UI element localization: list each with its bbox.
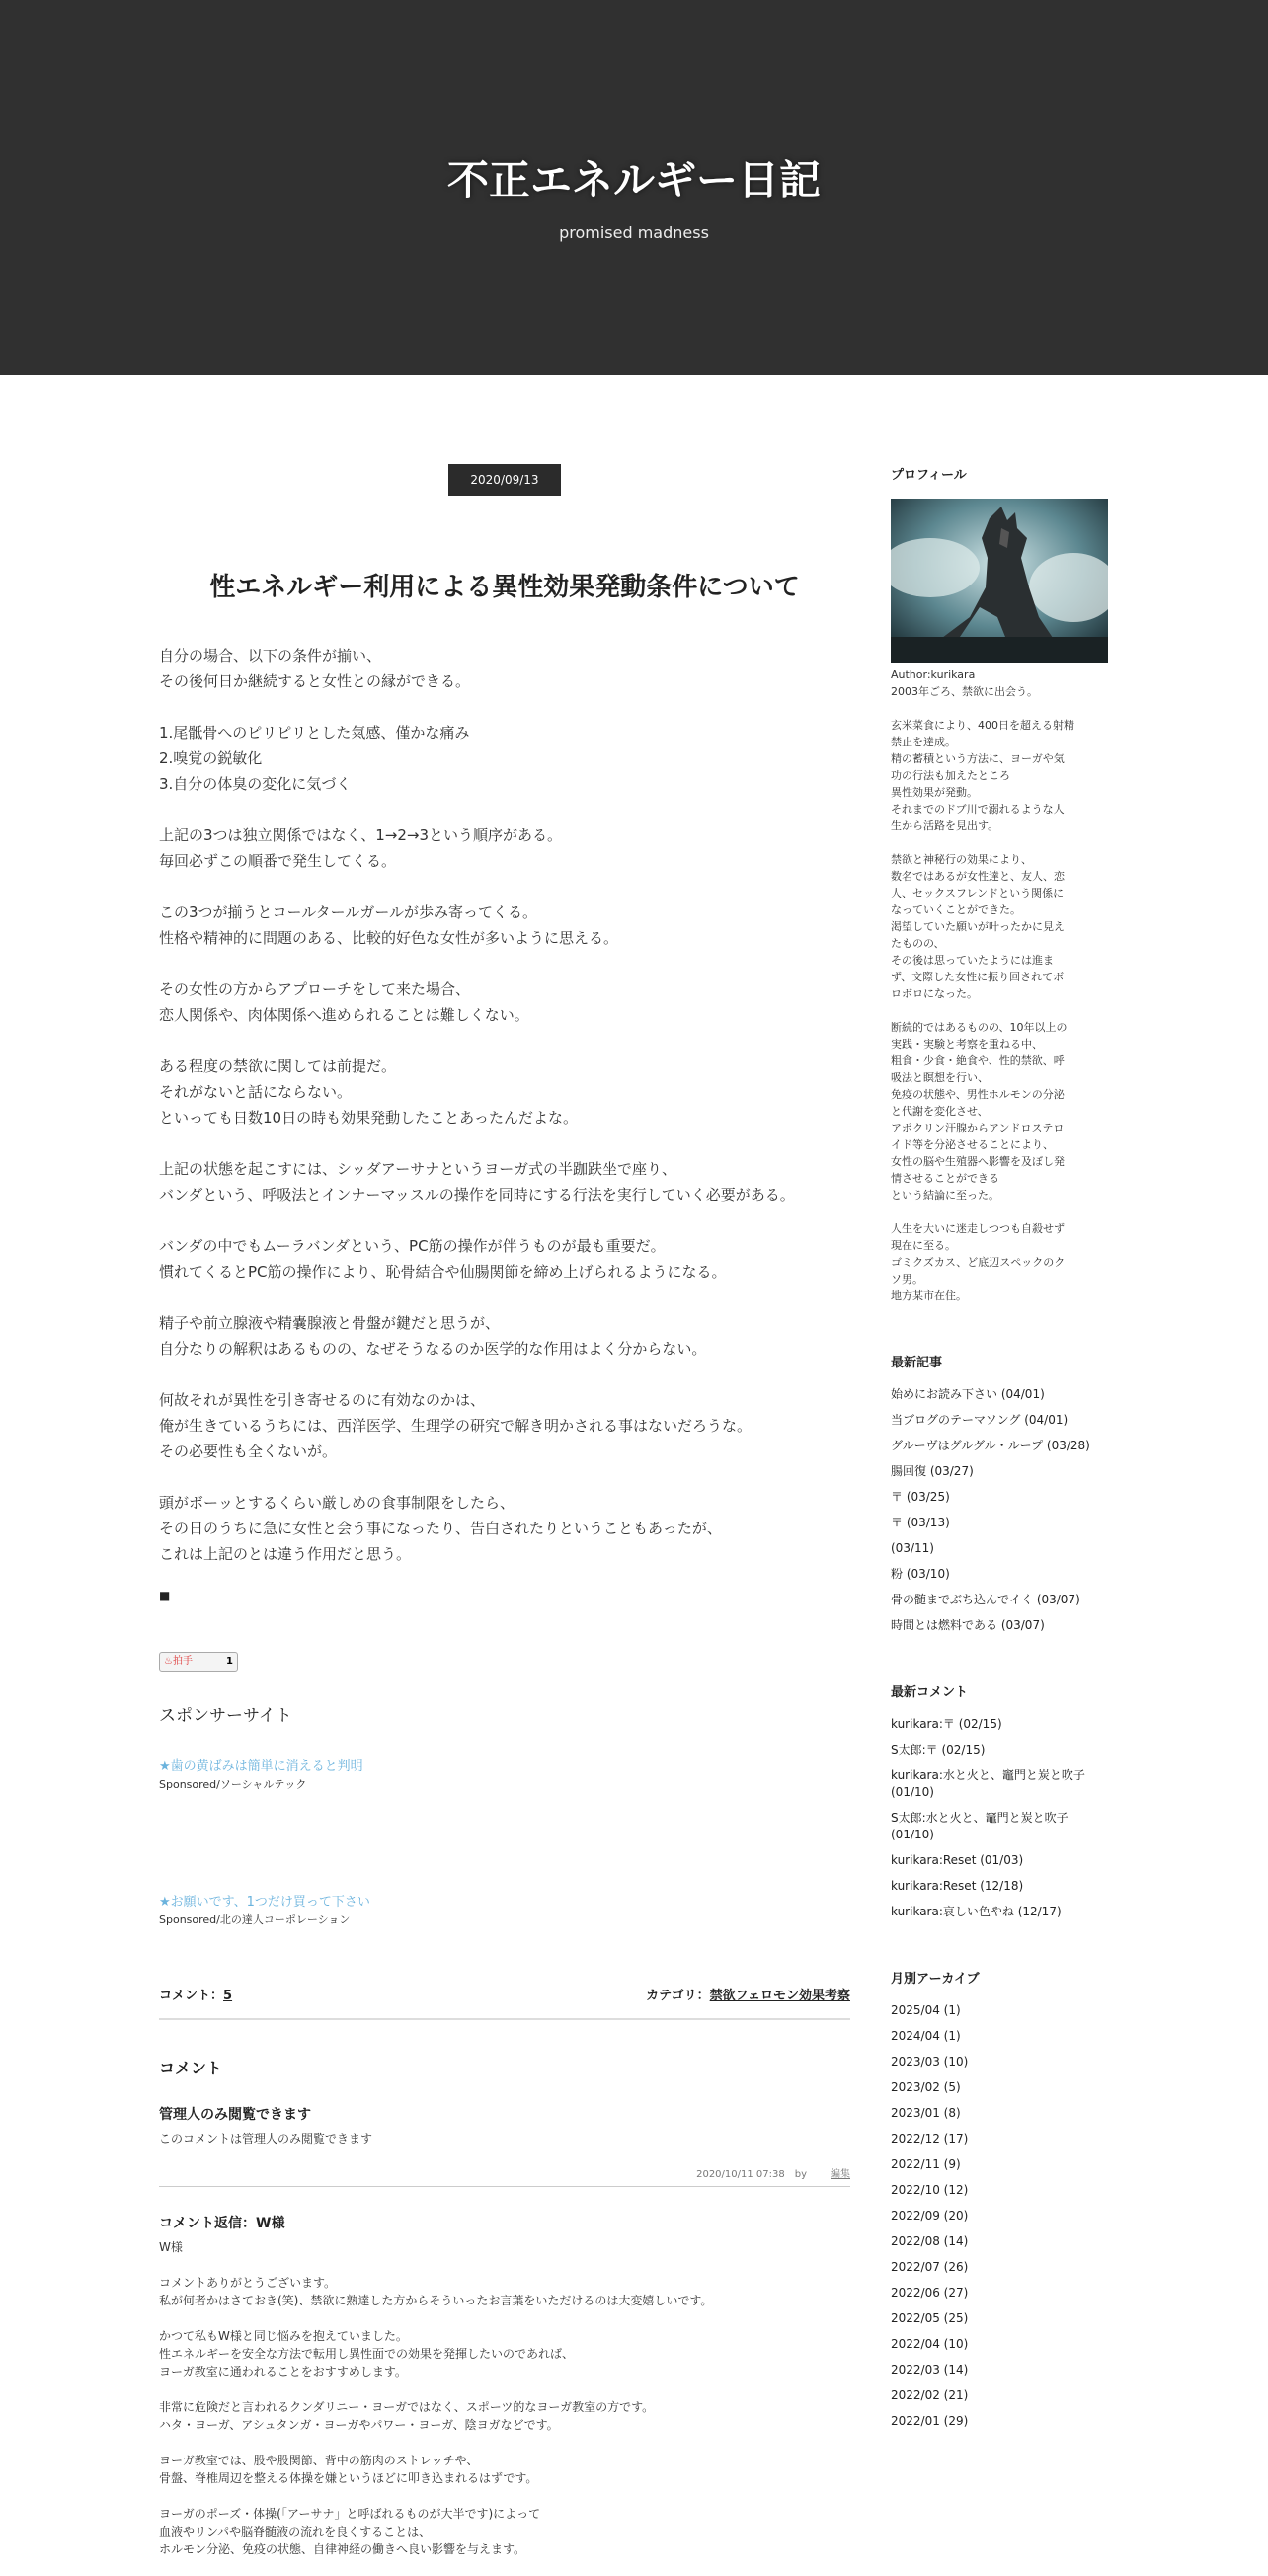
post-line: 何故それが異性を引き寄せるのに有効なのかは、 xyxy=(159,1391,486,1409)
profile-line: 生から活路を見出す。 xyxy=(891,820,999,832)
post-paragraph xyxy=(159,1490,850,1567)
profile-image xyxy=(891,499,1108,663)
profile-line: アポクリン汗腺からアンドロステロ xyxy=(891,1122,1065,1134)
like-button[interactable] xyxy=(159,1652,238,1672)
archive-link[interactable]: 2024/04 (1) xyxy=(891,2029,961,2043)
profile-line: それまでのドブ川で溺れるような人 xyxy=(891,803,1065,816)
profile-text xyxy=(891,666,1108,1304)
profile-line: 異性効果が発動。 xyxy=(891,786,978,799)
profile-line: 数名ではあるが女性達と、友人、恋 xyxy=(891,870,1065,883)
comment-line: 私が何者かはさておき(笑)、禁欲に熟達した方からそういったお言葉をいただけるのは大変嬉しいです。 xyxy=(159,2294,713,2307)
site-subtitle: promised madness xyxy=(559,223,709,242)
recent-comment-link[interactable]: kurikara:〒 (02/15) xyxy=(891,1717,1002,1731)
recent-comments-heading: 最新コメント xyxy=(891,1685,969,1700)
comment-paragraph xyxy=(159,2238,850,2256)
sponsor-heading: スポンサーサイト xyxy=(159,1706,292,1726)
comment-line: ハタ・ヨーガ、アシュタンガ・ヨーガやパワー・ヨーガ、陰ヨガなどです。 xyxy=(159,2418,559,2432)
comment-paragraph xyxy=(159,2452,850,2487)
post-meta xyxy=(159,1985,850,2020)
profile-line: その後は思っていたようには進ま xyxy=(891,954,1054,967)
archive-link[interactable]: 2022/07 (26) xyxy=(891,2260,969,2274)
recent-post-link[interactable]: 始めにお読み下さい (04/01) xyxy=(891,1387,1045,1401)
archive-link[interactable]: 2022/05 (25) xyxy=(891,2311,969,2325)
archive-link[interactable]: 2022/01 (29) xyxy=(891,2414,969,2428)
post-paragraph xyxy=(159,1054,850,1131)
profile-line: ロボロになった。 xyxy=(891,987,978,1000)
post-line: 1.尾骶骨へのピリピリとした氣感、僅かな痛み xyxy=(159,724,470,742)
archive-link[interactable]: 2025/04 (1) xyxy=(891,2003,961,2017)
profile-paragraph xyxy=(891,666,1108,700)
archive xyxy=(891,1968,1108,2430)
archive-heading: 月別アーカイブ xyxy=(891,1972,980,1987)
comment-paragraph xyxy=(159,2130,850,2147)
post-paragraph xyxy=(159,976,850,1028)
profile-line: 人生を大いに迷走しつつも自殺せず xyxy=(891,1222,1065,1235)
profile-line: 禁止を達成。 xyxy=(891,736,956,748)
comment-paragraph xyxy=(159,2505,850,2558)
profile-line: 粗食・少食・絶食や、性的禁欲、呼 xyxy=(891,1054,1065,1067)
like-count: 1 xyxy=(226,1656,233,1667)
post-line: 上記の3つは独立関係ではなく、1→2→3という順序がある。 xyxy=(159,826,563,844)
post-line: バンダの中でもムーラバンダという、PC筋の操作が伴うものが最も重要だ。 xyxy=(159,1237,666,1255)
profile-paragraph xyxy=(891,717,1108,834)
site-header xyxy=(0,0,1268,375)
post-line: 頭がボーッとするくらい厳しめの食事制限をしたら、 xyxy=(159,1494,515,1512)
comment-date: 2020/10/11 07:38 xyxy=(696,2169,785,2180)
recent-comment-link[interactable]: kurikara:Reset (01/03) xyxy=(891,1853,1024,1867)
post-line: 2.嗅覚の鋭敏化 xyxy=(159,749,263,767)
post-body xyxy=(159,643,850,1567)
comment-count[interactable]: コメント：5 xyxy=(159,1989,233,2003)
profile-line: 功の行法も加えたところ xyxy=(891,769,1010,782)
comment-by: by xyxy=(794,2169,807,2180)
recent-post-link[interactable]: 〒 (03/13) xyxy=(891,1516,950,1529)
recent-post-link[interactable]: 時間とは燃料である (03/07) xyxy=(891,1618,1045,1632)
profile-line: ゴミクズカス、ど底辺スペックのク xyxy=(891,1256,1066,1269)
archive-link[interactable]: 2022/04 (10) xyxy=(891,2337,969,2351)
comments-heading: コメント xyxy=(159,2059,223,2077)
comment-line: このコメントは管理人のみ閲覧できます xyxy=(159,2132,373,2146)
comment-meta xyxy=(159,2165,850,2187)
profile-line: 2003年ごろ、禁欲に出会う。 xyxy=(891,685,1038,698)
comment-paragraph xyxy=(159,2398,850,2434)
post-line: この3つが揃うとコールタールガールが歩み寄ってくる。 xyxy=(159,903,538,921)
post-line: バンダという、呼吸法とインナーマッスルの操作を同時にする行法を実行していく必要がある。 xyxy=(159,1186,795,1204)
comment-line: W様 xyxy=(159,2240,183,2254)
post-line: 精子や前立腺液や精嚢腺液と骨盤が鍵だと思うが、 xyxy=(159,1314,501,1332)
sponsor-link[interactable]: ★歯の黄ばみは簡単に消えると判明 xyxy=(159,1759,363,1774)
recent-post-link[interactable]: 腸回復 (03/27) xyxy=(891,1464,974,1478)
post-line: 毎回必ずこの順番で発生してくる。 xyxy=(159,852,397,870)
post-line: 俺が生きているうちには、西洋医学、生理学の研究で解き明かされる事はないだろうな。 xyxy=(159,1417,753,1435)
profile-line: 女性の脳や生殖器へ影響を及ぼし発 xyxy=(891,1155,1065,1168)
post-line: これは上記のとは違う作用だと思う。 xyxy=(159,1545,412,1563)
sponsor-link[interactable]: ★お願いです、1つだけ買って下さい xyxy=(159,1895,370,1910)
comment-line: 血液やリンパや脳脊髄液の流れを良くすることは、 xyxy=(159,2525,432,2538)
recent-post-link[interactable]: 粉 (03/10) xyxy=(891,1567,950,1581)
archive-link[interactable]: 2023/03 (10) xyxy=(891,2055,969,2069)
post-line: 自分なりの解釈はあるものの、なぜそうなるのか医学的な作用はよく分からない。 xyxy=(159,1340,707,1358)
profile-line: という結論に至った。 xyxy=(891,1189,999,1202)
recent-post-link[interactable]: 当ブログのテーマソング (04/01) xyxy=(891,1413,1069,1427)
profile-line: 免疫の状態や、男性ホルモンの分泌 xyxy=(891,1088,1065,1101)
flame-icon: ♨拍手 xyxy=(164,1656,193,1667)
profile-line: なっていくことができた。 xyxy=(891,903,1021,916)
post-line: その女性の方からアプローチをして来た場合、 xyxy=(159,980,471,998)
post-line: その必要性も全くないが。 xyxy=(159,1443,338,1460)
profile-line: Author:kurikara xyxy=(891,668,976,681)
post-line: 3.自分の体臭の変化に気づく xyxy=(159,775,352,793)
profile-line: 断続的ではあるものの、10年以上の xyxy=(891,1021,1068,1034)
post-line: といっても日数10日の時も効果発動したことあったんだよな。 xyxy=(159,1109,578,1127)
profile-line: ソ男。 xyxy=(891,1273,923,1286)
profile-line: ず、文際した女性に振り回されてボ xyxy=(891,971,1065,983)
profile-line: 禁欲と神秘行の効果により、 xyxy=(891,853,1032,866)
archive-link[interactable]: 2023/01 (8) xyxy=(891,2106,961,2120)
recent-comment-link[interactable]: S太郎:〒 (02/15) xyxy=(891,1743,986,1756)
sponsor-by: Sponsored/ソーシャルテック xyxy=(159,1778,307,1791)
post-paragraph xyxy=(159,1233,850,1285)
profile-line: 情させることができる xyxy=(891,1172,999,1185)
profile-line: 人、セックスフレンドという関係に xyxy=(891,887,1065,899)
comment-line: ヨーガ教室に通われることをおすすめします。 xyxy=(159,2365,407,2379)
sidebar xyxy=(891,464,1108,2439)
recent-comment-link[interactable]: kurikara:水と火と、竈門と炭と吹子 (01/10) xyxy=(891,1768,1085,1799)
end-mark: ■ xyxy=(159,1589,171,1602)
recent-posts-heading: 最新記事 xyxy=(891,1356,943,1370)
post-title: 性エネルギー利用による異性効果発動条件について xyxy=(209,573,800,602)
post-line: それがないと話にならない。 xyxy=(159,1083,353,1101)
archive-link[interactable]: 2022/02 (21) xyxy=(891,2388,969,2402)
post-line: その日のうちに急に女性と会う事になったり、告白されたりということもあったが、 xyxy=(159,1520,722,1537)
recent-comment-link[interactable]: kurikara:Reset (12/18) xyxy=(891,1879,1024,1893)
archive-link[interactable]: 2022/06 (27) xyxy=(891,2286,969,2300)
profile-paragraph xyxy=(891,851,1108,1002)
post-line: 性格や精神的に問題のある、比較的好色な女性が多いように思える。 xyxy=(159,929,619,947)
archive-list xyxy=(891,2002,1108,2430)
post-paragraph xyxy=(159,1156,850,1208)
post-paragraph xyxy=(159,899,850,951)
comment-body xyxy=(159,2130,850,2147)
profile-line: イド等を分泌させることにより、 xyxy=(891,1138,1054,1151)
archive-link[interactable]: 2022/10 (12) xyxy=(891,2183,969,2197)
comment-line: 骨盤、脊椎周辺を整える体操を嫌というほどに叩き込まれるはずです。 xyxy=(159,2471,538,2485)
post-paragraph xyxy=(159,1387,850,1464)
recent-post-link[interactable]: (03/11) xyxy=(891,1541,934,1555)
profile-line: 玄米菜食により、400日を超える射精 xyxy=(891,719,1074,732)
recent-comment-link[interactable]: S太郎:水と火と、竈門と炭と吹子 (01/10) xyxy=(891,1811,1069,1841)
comment-paragraph xyxy=(159,2274,850,2309)
comment-title: 管理人のみ閲覧できます xyxy=(159,2107,311,2123)
recent-comments xyxy=(891,1681,1108,1920)
profile-line: 地方某市在住。 xyxy=(891,1289,967,1302)
recent-post-link[interactable]: 〒 (03/25) xyxy=(891,1490,950,1504)
comment-line: かつて私もW様と同じ悩みを抱えていました。 xyxy=(159,2329,408,2343)
comment-line: ヨーガのポーズ・体操(「アーサナ」と呼ばれるものが大半です)によって xyxy=(159,2507,541,2521)
sponsor-item[interactable] xyxy=(159,1756,850,1792)
post-line: 上記の状態を起こすには、シッダアーサナというヨーガ式の半跏趺坐で座り、 xyxy=(159,1160,676,1178)
post-date: 2020/09/13 xyxy=(448,464,561,496)
profile-line: 吸法と瞑想を行い、 xyxy=(891,1071,989,1084)
recent-posts xyxy=(891,1352,1108,1634)
post-line: 恋人関係や、肉体関係へ進められることは難しくない。 xyxy=(159,1006,529,1024)
archive-link[interactable]: 2022/11 (9) xyxy=(891,2157,961,2171)
comments-list xyxy=(159,2104,850,2558)
comment-line: 非常に危険だと言われるクンダリニー・ヨーガではなく、スポーツ的なヨーガ教室の方です。 xyxy=(159,2400,655,2414)
site-title[interactable]: 不正エネルギー日記 xyxy=(446,156,821,204)
comment-edit-link[interactable]: 編集 xyxy=(831,2169,850,2180)
comment-line: 性エネルギーを安全な方法で転用し異性面での効果を発揮したいのであれば、 xyxy=(159,2347,575,2361)
post-paragraph xyxy=(159,1310,850,1362)
archive-link[interactable]: 2022/12 (17) xyxy=(891,2132,969,2146)
category-link[interactable]: カテゴリ：禁欲フェロモン効果考察 xyxy=(646,1989,850,2003)
post-line: その後何日か継続すると女性との縁ができる。 xyxy=(159,672,471,690)
sponsor-by: Sponsored/北の達人コーポレーション xyxy=(159,1913,351,1926)
profile-line: 現在に至る。 xyxy=(891,1239,956,1252)
archive-link[interactable]: 2022/09 (20) xyxy=(891,2209,969,2223)
comment-line: コメントありがとうございます。 xyxy=(159,2276,337,2290)
sponsor-item[interactable] xyxy=(159,1891,850,1927)
profile-paragraph xyxy=(891,1019,1108,1204)
archive-link[interactable]: 2022/03 (14) xyxy=(891,2363,969,2377)
profile-paragraph xyxy=(891,1220,1108,1304)
post-paragraph xyxy=(159,643,850,694)
archive-link[interactable]: 2022/08 (14) xyxy=(891,2234,969,2248)
profile-line: たものの、 xyxy=(891,937,945,950)
archive-link[interactable]: 2023/02 (5) xyxy=(891,2080,961,2094)
comment-line: ホルモン分泌、免疫の状態、自律神経の働きへ良い影響を与えます。 xyxy=(159,2542,526,2556)
recent-comments-list xyxy=(891,1716,1108,1920)
profile-heading: プロフィール xyxy=(891,468,967,483)
profile-line: 実践・実験と考察を重ねる中、 xyxy=(891,1038,1043,1051)
recent-post-link[interactable]: グルーヴはグルグル・ループ (03/28) xyxy=(891,1439,1090,1452)
comment-item xyxy=(159,2213,850,2558)
profile-line: 渇望していた願いが叶ったかに見え xyxy=(891,920,1065,933)
post-line: 慣れてくるとPC筋の操作により、恥骨結合や仙腸関節を締め上げられるようになる。 xyxy=(159,1263,727,1281)
profile-line: と代謝を変化させ、 xyxy=(891,1105,989,1118)
comment-title: コメント返信：W様 xyxy=(159,2216,285,2231)
post-line: 自分の場合、以下の条件が揃い、 xyxy=(159,647,382,664)
post-line: ある程度の禁欲に関しては前提だ。 xyxy=(159,1057,397,1075)
recent-comment-link[interactable]: kurikara:哀しい色やね (12/17) xyxy=(891,1905,1062,1918)
post-paragraph xyxy=(159,822,850,874)
comment-item xyxy=(159,2104,850,2187)
main-content xyxy=(159,464,850,2576)
comment-paragraph xyxy=(159,2327,850,2381)
post-paragraph xyxy=(159,720,850,797)
recent-posts-list xyxy=(891,1386,1108,1634)
profile-line: 精の蓄積という方法に、ヨーガや気 xyxy=(891,752,1065,765)
comment-body xyxy=(159,2238,850,2558)
comment-line: ヨーガ教室では、股や股関節、背中の筋肉のストレッチや、 xyxy=(159,2454,479,2467)
recent-post-link[interactable]: 骨の髄までぶち込んでイく (03/07) xyxy=(891,1593,1080,1606)
